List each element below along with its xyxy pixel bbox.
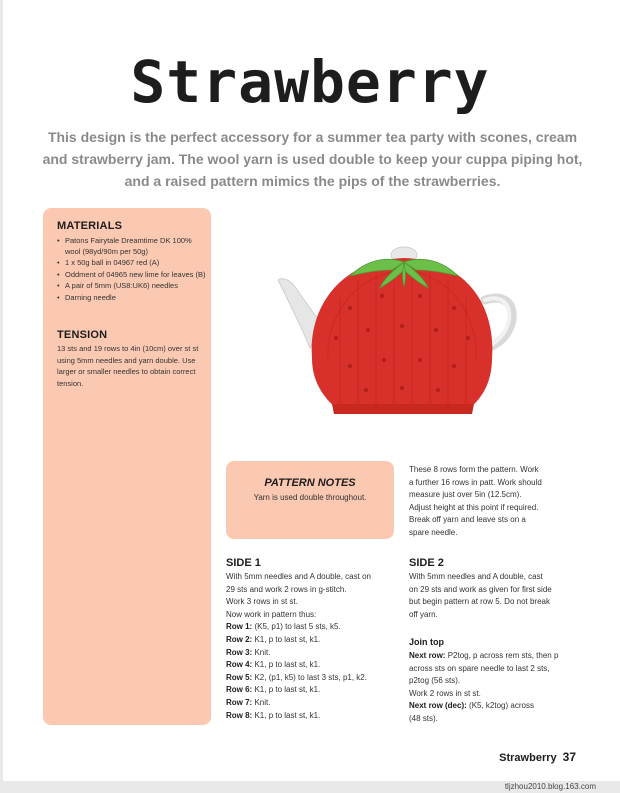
watermark: tljzhou2010.blog.163.com — [504, 782, 596, 791]
continuation-line: Break off yarn and leave sts on a — [409, 515, 526, 525]
row-text: K1, p to last st, k1. — [254, 685, 321, 695]
continuation-section — [409, 464, 584, 540]
row-text: Knit. — [254, 697, 271, 707]
continuation-line: spare needle. — [409, 527, 458, 537]
join-line: p2tog (56 sts). — [409, 676, 461, 686]
tension-heading: TENSION — [57, 329, 108, 341]
material-item: • 1 x 50g ball in 04967 red (A) — [57, 258, 207, 269]
row-label: Row 1: — [226, 622, 253, 632]
row-label: Row 3: — [226, 647, 253, 657]
pattern-row — [226, 659, 401, 672]
side1-line: With 5mm needles and A double, cast on — [226, 572, 371, 581]
material-item: • Patons Fairytale Dreamtime DK 100% wool (98yd/90m per 50g) — [57, 236, 207, 257]
side1-line: Now work in pattern thus: — [226, 609, 317, 619]
side1-line: 29 sts and work 2 rows in g-stitch. — [226, 584, 347, 594]
join-line: across sts on spare needle to last 2 sts, — [409, 663, 550, 673]
continuation-line: Adjust height at this point if required. — [409, 502, 539, 512]
row-label: Row 8: — [226, 710, 253, 720]
join-line: Work 2 rows in st st. — [409, 688, 481, 698]
dec-row-label: Next row (dec): — [409, 701, 467, 711]
pattern-row — [226, 697, 401, 710]
pattern-row — [226, 634, 401, 647]
join-top-heading: Join top — [409, 637, 444, 647]
next-row-label: Next row: — [409, 651, 446, 660]
join-top-section — [409, 636, 587, 726]
join-line — [409, 700, 587, 713]
row-label: Row 7: — [226, 697, 253, 707]
row-text: K1, p to last st, k1. — [254, 710, 321, 720]
row-text: K1, p to last st, k1. — [254, 634, 321, 644]
continuation-line: a further 16 rows in patt. Work should — [409, 477, 542, 487]
row-label: Row 2: — [226, 634, 253, 644]
side2-section — [409, 556, 584, 621]
pattern-row — [226, 621, 401, 634]
pattern-row — [226, 672, 401, 685]
side2-line: but begin pattern at row 5. Do not break — [409, 597, 550, 607]
row-label: Row 5: — [226, 672, 253, 682]
row-text: K1, p to last st, k1. — [254, 660, 321, 670]
material-item: • Darning needle — [57, 293, 207, 304]
join-line: (48 sts). — [409, 713, 438, 723]
footer-section: Strawberry — [499, 752, 557, 764]
row-text: K2, (p1, k5) to last 3 sts, p1, k2. — [254, 672, 367, 682]
side2-heading: SIDE 2 — [409, 557, 444, 569]
intro-paragraph: This design is the perfect accessory for a summer tea party with scones, cream and strawberry jam. The wool yarn is used double to keep your cuppa piping hot, and a raised pattern mimics the pips of the strawberries. — [42, 129, 583, 189]
pattern-row — [226, 684, 401, 697]
continuation-line: measure just over 5in (12.5cm). — [409, 490, 522, 500]
dec-row-text: (K5, k2tog) across — [469, 701, 534, 711]
material-item: • A pair of 5mm (US8:UK6) needles — [57, 281, 207, 292]
page-title: Strawberry — [130, 48, 490, 116]
page-footer — [400, 750, 576, 764]
material-item: • Oddment of 04965 new lime for leaves (B) — [57, 270, 207, 281]
continuation-line: These 8 rows form the pattern. Work — [409, 465, 539, 474]
side2-line: With 5mm needles and A double, cast — [409, 572, 543, 581]
row-text: (K5, p1) to last 5 sts, k5. — [254, 622, 341, 632]
pattern-row — [226, 710, 401, 723]
next-row-text: P2tog, p across rem sts, then p — [447, 651, 559, 660]
pattern-notes-heading: PATTERN NOTES — [264, 477, 356, 489]
pattern-notes-text: Yarn is used double throughout. — [253, 493, 367, 502]
side1-heading: SIDE 1 — [226, 557, 261, 569]
tea-cosy-photo — [270, 238, 530, 418]
pattern-row — [226, 647, 401, 660]
join-line — [409, 650, 587, 663]
side1-line: Work 3 rows in st st. — [226, 597, 298, 607]
pattern-notes-box — [226, 461, 394, 539]
side2-line: off yarn. — [409, 609, 438, 619]
side1-section — [226, 556, 401, 722]
row-label: Row 4: — [226, 660, 253, 670]
tension-text: 13 sts and 19 rows to 4in (10cm) over st st using 5mm needles and yarn double. Use larger or smaller needles to obtain correct tension. — [57, 344, 199, 388]
materials-list — [57, 236, 207, 304]
row-label: Row 6: — [226, 685, 253, 695]
materials-heading: MATERIALS — [57, 220, 123, 232]
row-text: Knit. — [254, 647, 271, 657]
side2-line: on 29 sts and work as given for first side — [409, 584, 552, 594]
page-number: 37 — [562, 750, 576, 764]
page-edge — [0, 0, 3, 793]
